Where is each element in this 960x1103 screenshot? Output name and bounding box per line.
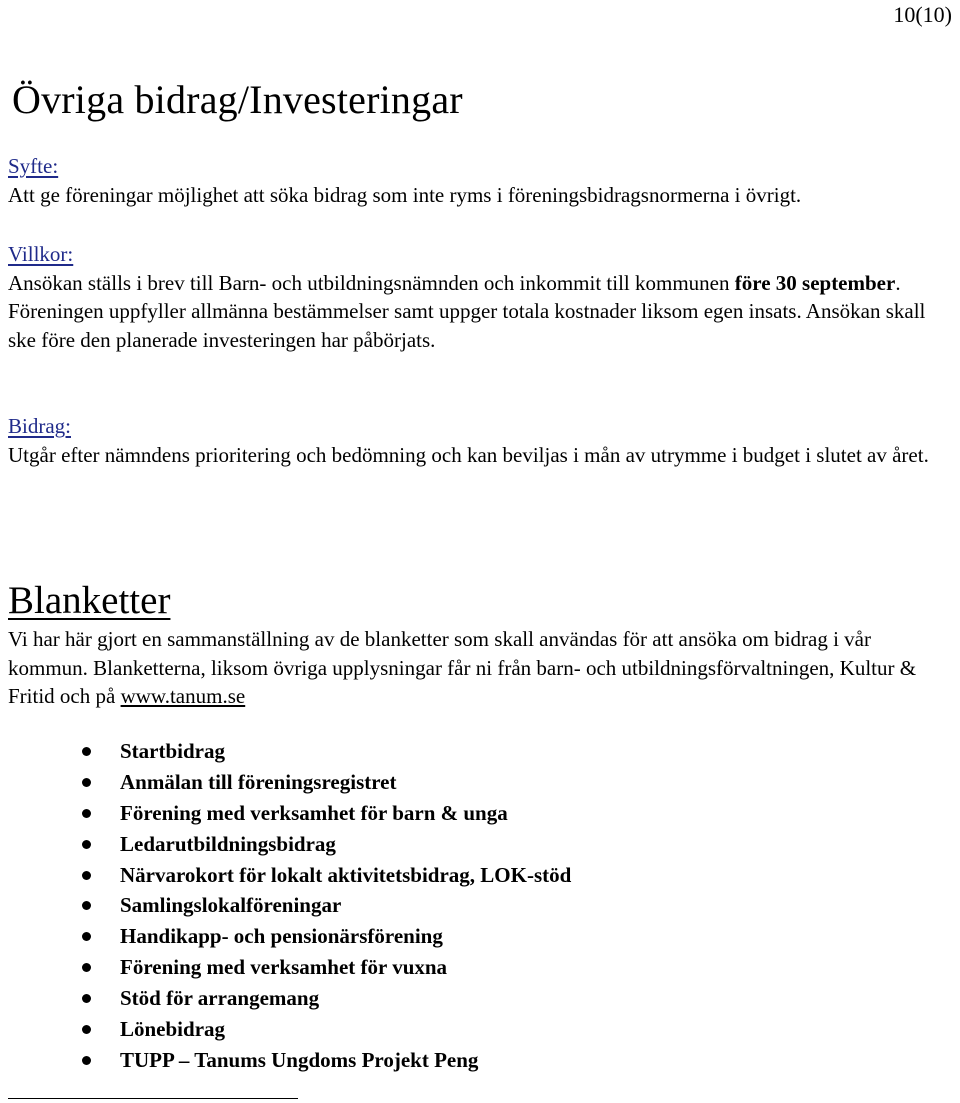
list-item — [80, 798, 571, 829]
bullet-icon — [82, 963, 91, 972]
list-item-label: Förening med verksamhet för barn & unga — [120, 800, 508, 825]
list-item — [80, 829, 571, 860]
list-item-label: Ledarutbildningsbidrag — [120, 831, 336, 856]
bullet-icon — [82, 901, 91, 910]
list-item-label: Närvarokort för lokalt aktivitetsbidrag, LOK-stöd — [120, 862, 572, 887]
bullet-icon — [82, 932, 91, 941]
page-title — [8, 76, 463, 123]
list-item-label: Handikapp- och pensionärsförening — [120, 924, 443, 949]
forms-heading: Blanketter — [8, 579, 171, 622]
conditions-label: Villkor: — [8, 242, 74, 266]
forms-intro — [8, 625, 954, 711]
bullet-icon — [82, 1025, 91, 1034]
forms-list — [80, 736, 571, 1076]
bullet-icon — [82, 778, 91, 787]
list-item-label: Stöd för arrangemang — [120, 986, 320, 1011]
page-number: 10(10) — [893, 2, 952, 27]
list-item-label: TUPP – Tanums Ungdoms Projekt Peng — [120, 1047, 479, 1072]
conditions-deadline: före 30 september — [734, 270, 896, 295]
purpose-section — [8, 152, 954, 209]
list-item-label: Lönebidrag — [120, 1017, 226, 1042]
conditions-text-part1: Ansökan ställs i brev till Barn- och utbildningsnämnden och inkommit till kommunen — [8, 270, 735, 295]
footnote-divider — [8, 1098, 298, 1099]
list-item-label: Samlingslokalföreningar — [120, 893, 342, 918]
list-item — [80, 1045, 571, 1076]
list-item-label: Startbidrag — [120, 739, 225, 763]
grant-label: Bidrag: — [8, 414, 71, 438]
list-item — [80, 736, 571, 767]
conditions-section — [8, 240, 954, 354]
conditions-text-part2: . — [895, 270, 901, 295]
conditions-text-2: Föreningen uppfyller allmänna bestämmelser samt uppger totala kostnader liksom egen insats. Ansökan skall ske före den planerade investeringen har påbörjats. — [8, 299, 926, 352]
list-item-label: Förening med verksamhet för vuxna — [120, 955, 448, 980]
purpose-label: Syfte: — [8, 154, 59, 178]
list-item — [80, 890, 571, 921]
forms-intro-text — [8, 625, 954, 711]
list-item — [80, 860, 571, 891]
list-item-label: Anmälan till föreningsregistret — [120, 769, 397, 794]
grant-text: Utgår efter nämndens prioritering och bedömning och kan beviljas i mån av utrymme i budget i slutet av året. — [8, 442, 929, 467]
list-item — [80, 952, 571, 983]
bullet-icon — [82, 994, 91, 1003]
list-item — [80, 921, 571, 952]
page-title-text: Övriga bidrag/Investeringar — [12, 77, 463, 122]
bullet-icon — [82, 809, 91, 818]
bullet-icon — [82, 871, 91, 880]
bullet-icon — [82, 840, 91, 849]
grant-section — [8, 412, 954, 469]
bullet-icon — [82, 1056, 91, 1065]
list-item — [80, 983, 571, 1014]
conditions-text — [8, 269, 954, 298]
list-item — [80, 767, 571, 798]
tanum-website-link[interactable]: www.tanum.se — [120, 684, 246, 708]
forms-intro-body: Vi har här gjort en sammanställning av de blanketter som skall användas för att ansöka om bidrag i vår kommun. Blanketterna, liksom övriga upplysningar får ni från barn- och utbildningsförvaltningen, Kultur & Fritid och på — [8, 627, 917, 708]
purpose-text: Att ge föreningar möjlighet att söka bidrag som inte ryms i föreningsbidragsnormerna i övrigt. — [8, 182, 802, 207]
bullet-icon — [82, 747, 91, 756]
list-item — [80, 1014, 571, 1045]
